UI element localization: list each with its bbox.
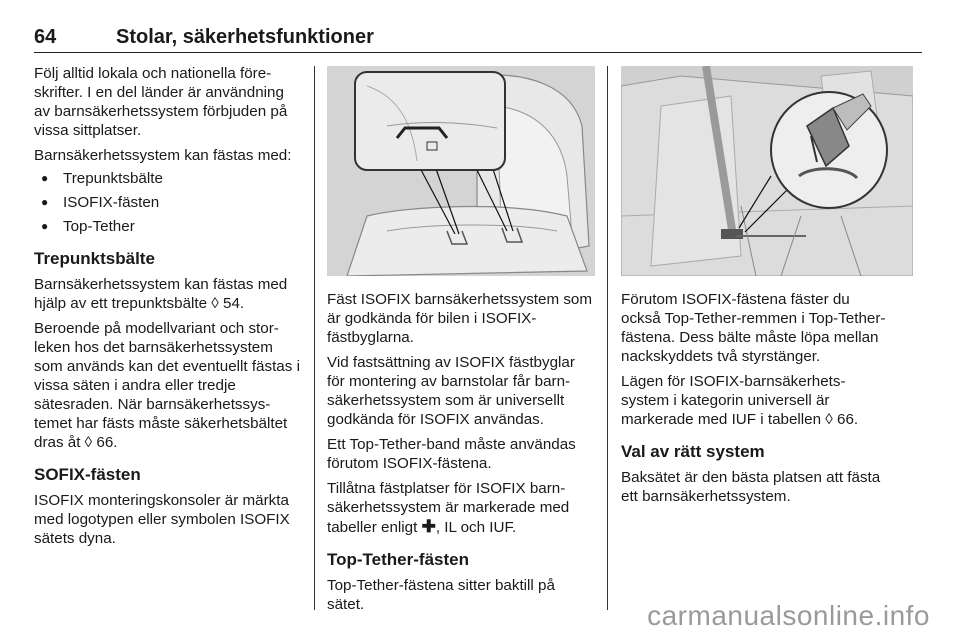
column-middle — [327, 290, 595, 620]
intro-paragraph: Följ alltid lokala och nationella före-skrifter. I en del länder är användning av barnsäkerhetssystem förbjuden på vissa sittplatser. — [34, 65, 288, 139]
toptether-drawing — [621, 66, 913, 276]
modell-paragraph: Beroende på modellvariant och stor-leken hos det barnsäkerhetssystem som används kan det eventuellt fästas i vissa säten i andra eller tredje sätesraden. När barnsäkerhetssys-temet har fästs måste säkerhetsbältet dras åt ◊ 66. — [34, 320, 300, 451]
page-title: Stolar, säkerhetsfunktioner — [116, 26, 374, 48]
fasten-methods-list — [34, 169, 302, 236]
list-item: ● Top-Tether — [34, 217, 302, 236]
heading-trepunktsbalte: Trepunktsbälte — [34, 249, 155, 268]
list-item: ● ISOFIX-fästen — [34, 193, 302, 212]
page-header — [34, 22, 922, 53]
page-number: 64 — [34, 26, 57, 48]
heading-isofix: SOFIX-fästen — [34, 465, 141, 484]
watermark: carmanualsonline.info — [647, 600, 930, 631]
column-divider — [314, 66, 315, 610]
trepunkt-paragraph: Barnsäkerhetssystem kan fästas med hjälp av ett trepunktsbälte ◊ 54. — [34, 276, 288, 312]
heading-val-av-ratt-system: Val av rätt system — [621, 442, 765, 461]
column-divider — [607, 66, 608, 610]
isofix-universal-paragraph: Vid fastsättning av ISOFIX fästbyglar för montering av barnstolar får barn-säkerhetssystem som är universellt godkända för ISOFIX användas. — [327, 354, 575, 428]
iuf-positions-paragraph: Lägen för ISOFIX-barnsäkerhets-system i kategorin universell är markerade med IUF i tabellen ◊ 66. — [621, 373, 859, 428]
isofix-attach-paragraph: Fäst ISOFIX barnsäkerhetssystem som är godkända för bilen i ISOFIX-fästbyglarna. — [327, 291, 593, 346]
heading-toptether: Top-Tether-fästen — [327, 550, 469, 569]
cross-icon: ✚ — [421, 517, 436, 536]
isofix-seat-drawing — [327, 66, 595, 276]
column-right — [621, 290, 891, 512]
list-item: ● Trepunktsbälte — [34, 169, 302, 188]
toptether-strap-paragraph: Förutom ISOFIX-fästena fäster du också Top-Tether-remmen i Top-Tether-fästena. Dess bälte måste löpa mellan nackskyddets två styrstänger. — [621, 291, 886, 365]
toptether-required-paragraph: Ett Top-Tether-band måste användas förutom ISOFIX-fästena. — [327, 436, 576, 472]
toptether-paragraph: Top-Tether-fästena sitter baktill på sätet. — [327, 577, 555, 613]
toptether-illustration — [621, 66, 913, 276]
isofix-seat-illustration — [327, 66, 595, 276]
val-paragraph: Baksätet är den bästa platsen att fästa ett barnsäkerhetssystem. — [621, 469, 881, 505]
allowed-positions-paragraph: Tillåtna fästplatser för ISOFIX barn-säkerhetssystem är markerade med tabeller enligt ✚, IL och IUF. — [327, 480, 570, 536]
isofix-paragraph: ISOFIX monteringskonsoler är märkta med logotypen eller symbolen ISOFIX sätets dyna. — [34, 492, 290, 547]
column-left — [34, 64, 302, 554]
fasten-intro: Barnsäkerhetssystem kan fästas med: — [34, 147, 292, 164]
